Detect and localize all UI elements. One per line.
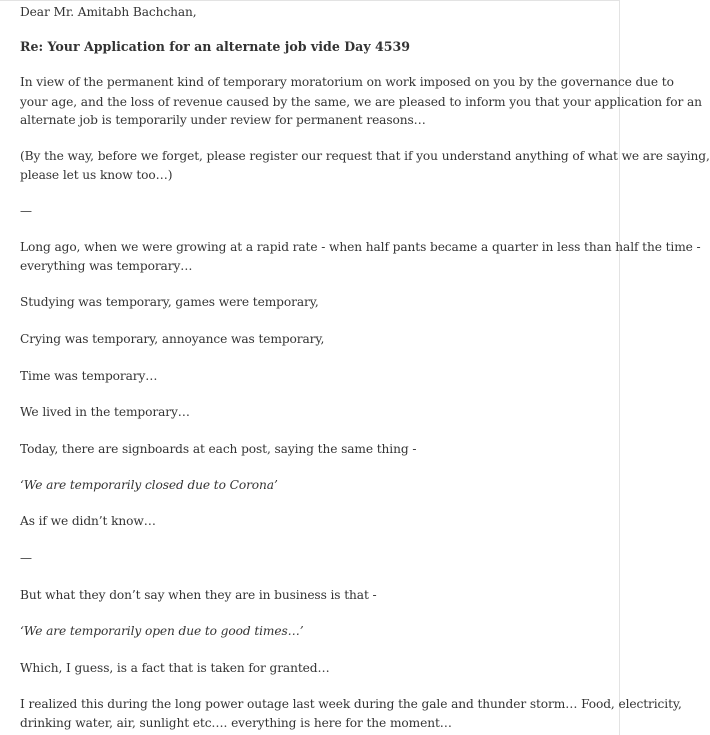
paragraph-6: Time was temporary… — [20, 369, 158, 383]
paragraph-2-line-1: (By the way, before we forget, please register our request that if you understand anything of what we are saying, — [20, 149, 710, 163]
paragraph-11: Which, I guess, is a fact that is taken for granted… — [20, 661, 330, 675]
quote-2: ‘We are temporarily open due to good times…’ — [20, 624, 304, 638]
salutation: Dear Mr. Amitabh Bachchan, — [20, 5, 197, 19]
paragraph-8: Today, there are signboards at each post, saying the same thing - — [20, 442, 417, 456]
separator-1: — — [20, 204, 32, 218]
paragraph-1-line-3: alternate job is temporarily under review for permanent reasons… — [20, 113, 426, 127]
paragraph-7: We lived in the temporary… — [20, 405, 190, 419]
paragraph-12-line-2: drinking water, air, sunlight etc…. everything is here for the moment… — [20, 716, 452, 730]
separator-2: — — [20, 551, 32, 565]
paragraph-3-line-1: Long ago, when we were growing at a rapid rate - when half pants became a quarter in less than half the time - — [20, 240, 701, 254]
paragraph-4: Studying was temporary, games were temporary, — [20, 295, 319, 309]
paragraph-12-line-1: I realized this during the long power outage last week during the gale and thunder storm… Food, electricity, — [20, 697, 682, 711]
quote-1: ‘We are temporarily closed due to Corona’ — [20, 478, 278, 492]
paragraph-2-line-2: please let us know too…) — [20, 168, 173, 182]
paragraph-10: But what they don’t say when they are in business is that - — [20, 588, 377, 602]
paragraph-9: As if we didn’t know… — [20, 514, 156, 528]
subject-line: Re: Your Application for an alternate job vide Day 4539 — [20, 39, 411, 54]
paragraph-3-line-2: everything was temporary… — [20, 259, 193, 273]
paragraph-1-line-1: In view of the permanent kind of temporary moratorium on work imposed on you by the governance due to — [20, 75, 674, 89]
paragraph-5: Crying was temporary, annoyance was temporary, — [20, 332, 325, 346]
paragraph-1-line-2: your age, and the loss of revenue caused by the same, we are pleased to inform you that your application for an — [20, 95, 702, 109]
